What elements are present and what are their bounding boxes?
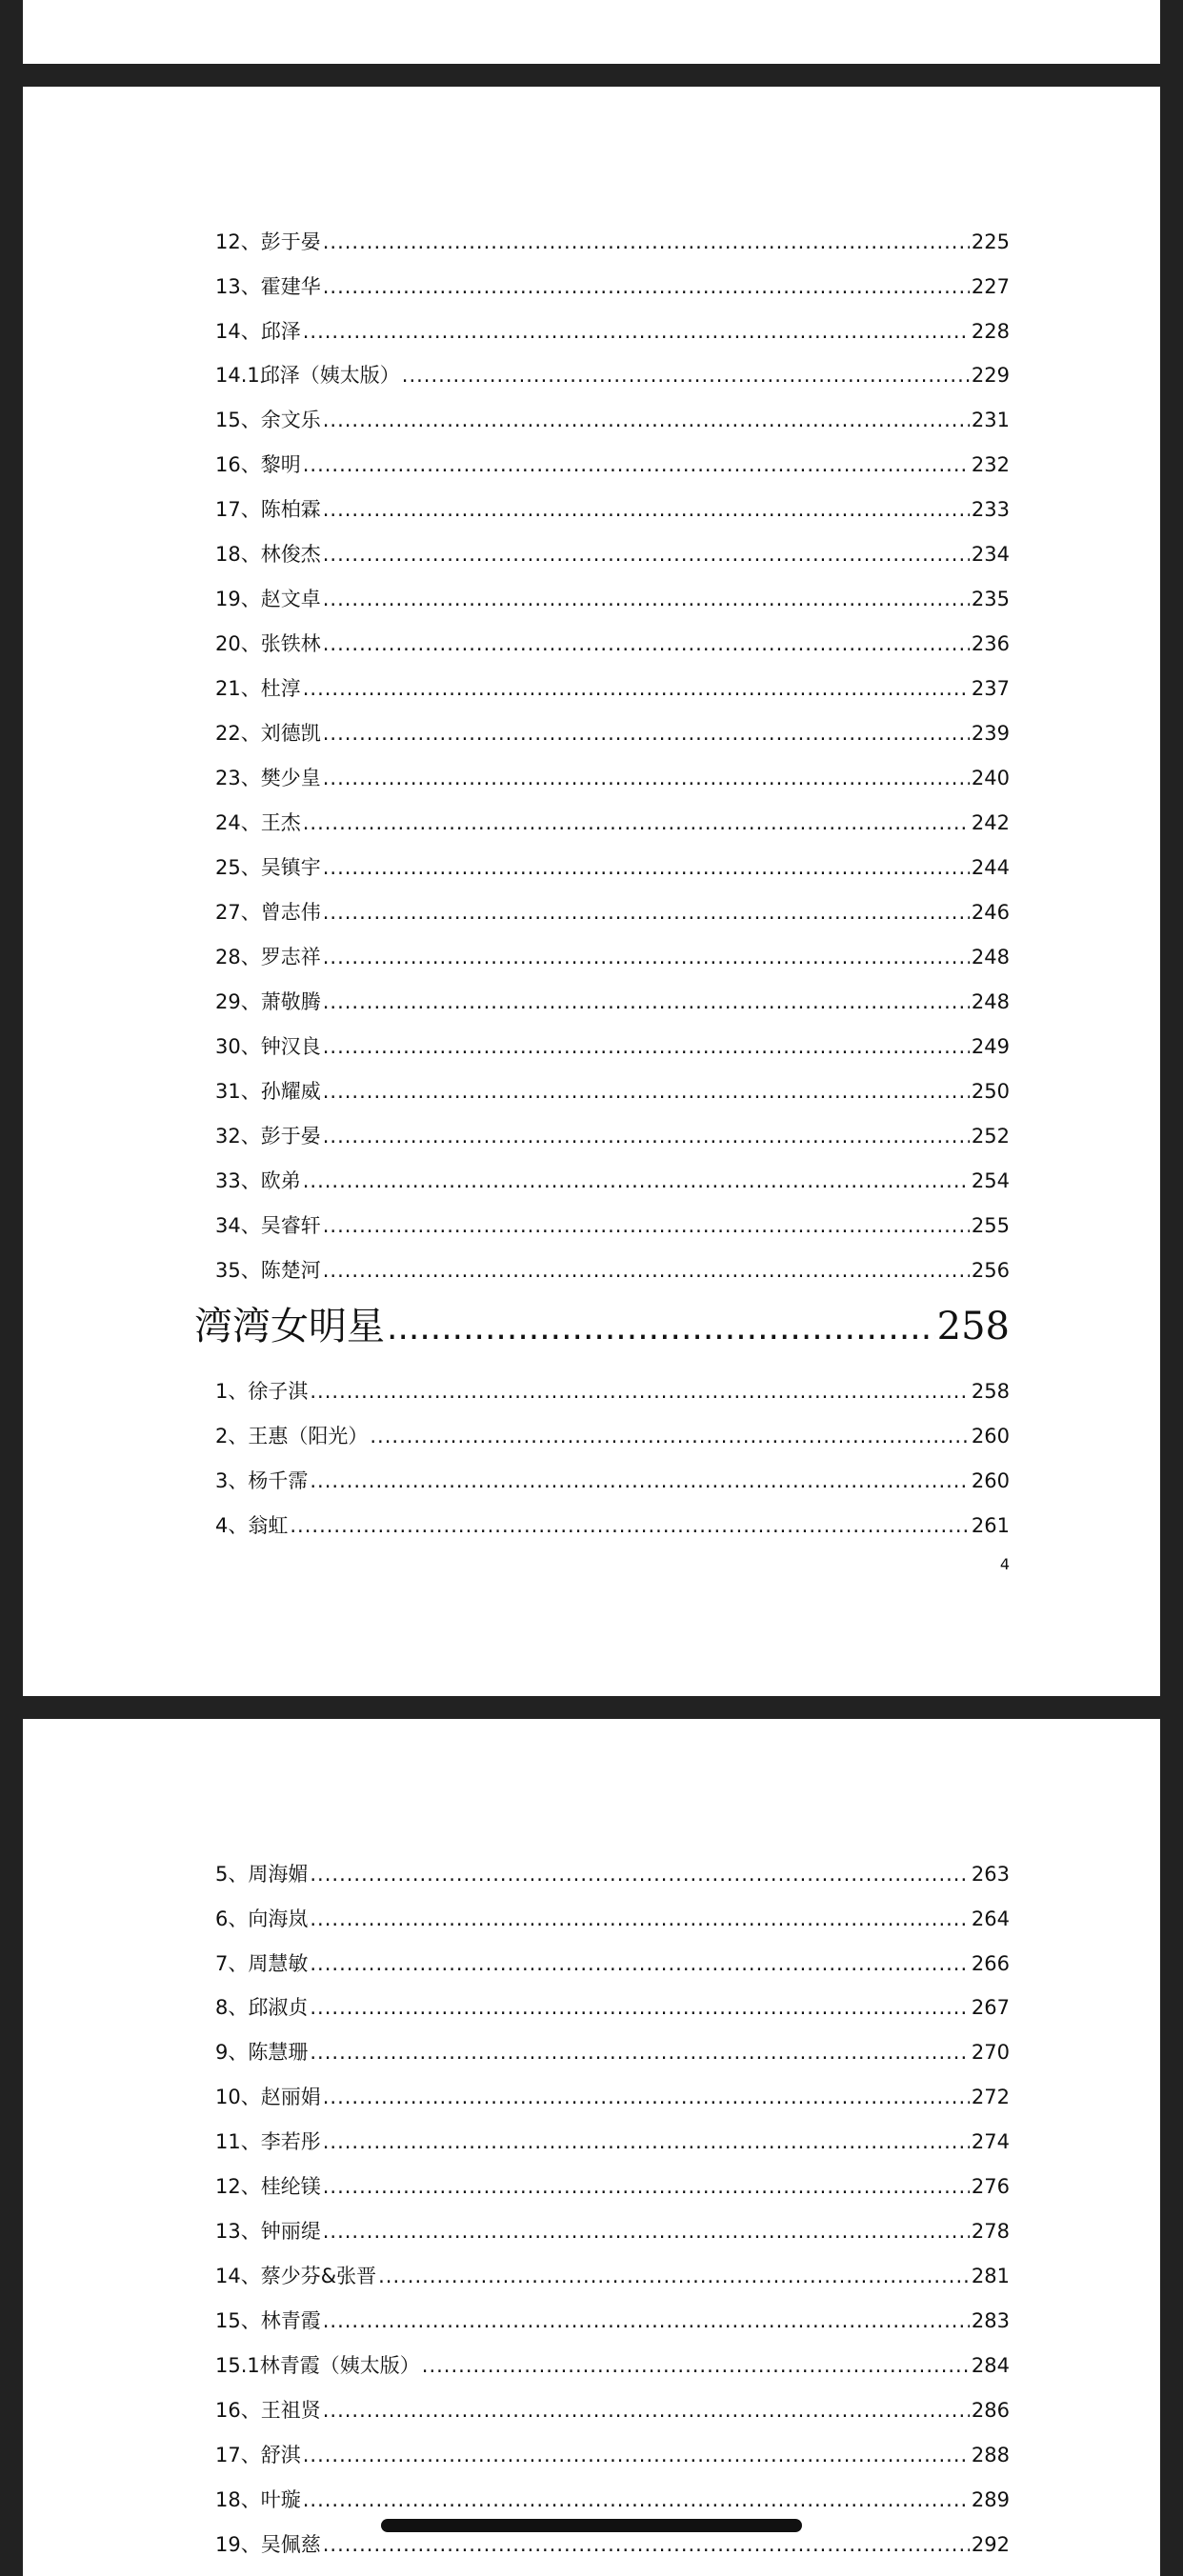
dot-leader <box>323 761 970 795</box>
toc-entry-page: 246 <box>971 901 1010 924</box>
toc-entry-page: 236 <box>971 632 1010 655</box>
toc-entry-label: 21、杜淳 <box>215 677 301 700</box>
toc-entry[interactable] <box>215 1464 1010 1498</box>
toc-entry-page: 229 <box>971 364 1010 387</box>
toc-entry-label: 15、余文乐 <box>215 409 321 431</box>
toc-entry-page: 256 <box>971 1259 1010 1282</box>
toc-entry-page: 249 <box>971 1035 1010 1058</box>
toc-entry-page: 228 <box>971 320 1010 343</box>
toc-entry[interactable] <box>215 985 1010 1019</box>
toc-entry[interactable] <box>215 1208 1010 1243</box>
toc-entry-label: 9、陈慧珊 <box>215 2041 309 2064</box>
toc-entry[interactable] <box>215 448 1010 482</box>
toc-entry[interactable] <box>215 895 1010 929</box>
toc-entry[interactable] <box>215 2348 1010 2383</box>
dot-leader <box>323 492 970 527</box>
toc-entry[interactable] <box>215 1029 1010 1064</box>
toc-entry-label: 15.1林青霞（姨太版） <box>215 2354 420 2377</box>
toc-entry[interactable] <box>215 270 1010 304</box>
dot-leader <box>310 1464 970 1498</box>
dot-leader <box>323 716 970 750</box>
toc-entry-label: 11、李若彤 <box>215 2130 321 2153</box>
toc-entry-page: 283 <box>971 2309 1010 2332</box>
toc-entry[interactable] <box>215 2438 1010 2472</box>
toc-entry-label: 18、林俊杰 <box>215 543 321 566</box>
toc-entry-page: 254 <box>971 1169 1010 1192</box>
toc-entry-label: 22、刘德凯 <box>215 722 321 745</box>
dot-leader <box>370 1419 970 1453</box>
toc-entry-label: 18、叶璇 <box>215 2488 301 2511</box>
dot-leader <box>323 627 970 661</box>
toc-entry[interactable] <box>215 2035 1010 2069</box>
toc-entry[interactable] <box>215 2214 1010 2248</box>
toc-entry-label: 23、樊少皇 <box>215 767 321 789</box>
dot-leader <box>303 671 970 706</box>
toc-entry-label: 10、赵丽娟 <box>215 2086 321 2108</box>
toc-entry-page: 261 <box>971 1514 1010 1537</box>
toc-entry-page: 237 <box>971 677 1010 700</box>
toc-entry[interactable] <box>215 2169 1010 2204</box>
toc-entry-page: 234 <box>971 543 1010 566</box>
toc-entry-page: 266 <box>971 1952 1010 1975</box>
toc-entry[interactable] <box>215 1902 1010 1936</box>
pdf-page-5 <box>23 1719 1160 2576</box>
toc-entry[interactable] <box>215 537 1010 571</box>
toc-entry-label: 20、张铁林 <box>215 632 321 655</box>
toc-entry-label: 14、蔡少芬&张晋 <box>215 2265 377 2287</box>
dot-leader <box>323 895 970 929</box>
dot-leader <box>323 1029 970 1064</box>
dot-leader <box>303 2438 970 2472</box>
dot-leader <box>290 1508 970 1543</box>
toc-entry-label: 35、陈楚河 <box>215 1259 321 1282</box>
toc-entry-label: 15、林青霞 <box>215 2309 321 2332</box>
dot-leader <box>323 2080 970 2114</box>
pdf-page-4 <box>23 87 1160 1696</box>
toc-entry-label: 3、杨千霈 <box>215 1469 309 1492</box>
toc-entry[interactable] <box>215 806 1010 840</box>
toc-entry[interactable] <box>215 1074 1010 1108</box>
toc-entry[interactable] <box>215 940 1010 974</box>
toc-section-heading[interactable] <box>194 1298 1010 1355</box>
toc-entry[interactable] <box>215 850 1010 885</box>
toc-entry-label: 30、钟汉良 <box>215 1035 321 1058</box>
toc-entry-page: 288 <box>971 2444 1010 2466</box>
toc-entry-page: 281 <box>971 2265 1010 2287</box>
toc-entry-page: 292 <box>971 2533 1010 2556</box>
toc-entry-label: 33、欧弟 <box>215 1169 301 1192</box>
toc-entry-page: 267 <box>971 1996 1010 2019</box>
toc-entry[interactable] <box>215 492 1010 527</box>
toc-section-label: 湾湾女明星 <box>194 1305 385 1348</box>
dot-leader <box>323 2169 970 2204</box>
toc-entry[interactable] <box>215 2259 1010 2293</box>
toc-entry-label: 14、邱泽 <box>215 320 301 343</box>
dot-leader <box>323 985 970 1019</box>
toc-entry[interactable] <box>215 1253 1010 1288</box>
toc-entry-page: 286 <box>971 2399 1010 2422</box>
page-number: 4 <box>999 1555 1010 1573</box>
dot-leader <box>310 1374 970 1408</box>
dot-leader <box>378 2259 970 2293</box>
toc-entry[interactable] <box>215 716 1010 750</box>
toc-entry-page: 244 <box>971 856 1010 879</box>
toc-entry-page: 260 <box>971 1425 1010 1448</box>
dot-leader <box>387 1300 935 1357</box>
dot-leader <box>310 1990 970 2025</box>
toc-entry[interactable] <box>215 761 1010 795</box>
toc-entry-page: 232 <box>971 453 1010 476</box>
toc-entry-page: 239 <box>971 722 1010 745</box>
toc-entry-label: 16、王祖贤 <box>215 2399 321 2422</box>
dot-leader <box>323 1074 970 1108</box>
toc-entry-page: 225 <box>971 230 1010 253</box>
toc-entry-label: 4、翁虹 <box>215 1514 289 1537</box>
dot-leader <box>323 270 970 304</box>
toc-entry-page: 258 <box>971 1380 1010 1403</box>
toc-entry-page: 248 <box>971 990 1010 1013</box>
toc-entry-page: 264 <box>971 1907 1010 1930</box>
toc-entry-page: 263 <box>971 1863 1010 1886</box>
toc-entry-label: 17、陈柏霖 <box>215 498 321 521</box>
toc-entry[interactable] <box>215 2080 1010 2114</box>
dot-leader <box>323 225 970 259</box>
toc-entry-page: 289 <box>971 2488 1010 2511</box>
toc-entry-label: 7、周慧敏 <box>215 1952 309 1975</box>
toc-entry[interactable] <box>215 358 1010 392</box>
toc-entry-label: 12、桂纶镁 <box>215 2175 321 2198</box>
dot-leader <box>402 358 970 392</box>
dot-leader <box>323 940 970 974</box>
dot-leader <box>310 2035 970 2069</box>
dot-leader <box>303 314 970 349</box>
dot-leader <box>323 2304 970 2338</box>
dot-leader <box>303 448 970 482</box>
toc-entry-page: 240 <box>971 767 1010 789</box>
toc-entry-label: 19、吴佩慈 <box>215 2533 321 2556</box>
dot-leader <box>323 582 970 616</box>
toc-entry-page: 233 <box>971 498 1010 521</box>
toc-entry[interactable] <box>215 671 1010 706</box>
toc-entry-label: 13、霍建华 <box>215 275 321 298</box>
toc-entry-label: 17、舒淇 <box>215 2444 301 2466</box>
toc-entry-page: 231 <box>971 409 1010 431</box>
toc-entry-page: 260 <box>971 1469 1010 1492</box>
dot-leader <box>303 806 970 840</box>
dot-leader <box>422 2348 970 2383</box>
toc-entry-label: 13、钟丽缇 <box>215 2220 321 2243</box>
toc-entry-page: 284 <box>971 2354 1010 2377</box>
toc-entry-page: 255 <box>971 1214 1010 1237</box>
toc-entry-label: 28、罗志祥 <box>215 946 321 968</box>
toc-entry-label: 14.1邱泽（姨太版） <box>215 364 400 387</box>
toc-entry-page: 274 <box>971 2130 1010 2153</box>
toc-entry[interactable] <box>215 2527 1010 2562</box>
toc-entry[interactable] <box>215 403 1010 437</box>
previous-page-bottom <box>23 0 1160 64</box>
toc-entry-page: 272 <box>971 2086 1010 2108</box>
toc-entry-page: 248 <box>971 946 1010 968</box>
toc-section-page: 258 <box>936 1305 1010 1348</box>
toc-entry-page: 235 <box>971 588 1010 610</box>
toc-entry-label: 6、向海岚 <box>215 1907 309 1930</box>
toc-entry[interactable] <box>215 1419 1010 1453</box>
toc-entry[interactable] <box>215 1374 1010 1408</box>
toc-entry-label: 1、徐子淇 <box>215 1380 309 1403</box>
toc-entry-page: 270 <box>971 2041 1010 2064</box>
dot-leader <box>323 1119 970 1153</box>
toc-entry-label: 5、周海媚 <box>215 1863 309 1886</box>
toc-entry-page: 227 <box>971 275 1010 298</box>
toc-entry-label: 8、邱淑贞 <box>215 1996 309 2019</box>
dot-leader <box>323 403 970 437</box>
toc-entry-label: 29、萧敬腾 <box>215 990 321 1013</box>
toc-entry[interactable] <box>215 2483 1010 2517</box>
toc-entry[interactable] <box>215 1947 1010 1981</box>
home-indicator[interactable] <box>381 2519 802 2532</box>
dot-leader <box>323 1253 970 1288</box>
dot-leader <box>303 2483 970 2517</box>
dot-leader <box>303 1164 970 1198</box>
dot-leader <box>310 1947 970 1981</box>
toc-entry[interactable] <box>215 2125 1010 2159</box>
toc-entry[interactable] <box>215 2304 1010 2338</box>
toc-entry[interactable] <box>215 225 1010 259</box>
dot-leader <box>323 2125 970 2159</box>
dot-leader <box>323 1208 970 1243</box>
toc-entry-label: 27、曾志伟 <box>215 901 321 924</box>
toc-entry-label: 24、王杰 <box>215 811 301 834</box>
toc-entry-label: 12、彭于晏 <box>215 230 321 253</box>
dot-leader <box>323 2214 970 2248</box>
toc-entry-page: 250 <box>971 1080 1010 1103</box>
toc-entry-page: 242 <box>971 811 1010 834</box>
toc-entry-label: 2、王惠（阳光） <box>215 1425 369 1448</box>
toc-entry[interactable] <box>215 2393 1010 2427</box>
toc-entry-label: 34、吴睿轩 <box>215 1214 321 1237</box>
toc-entry-label: 25、吴镇宇 <box>215 856 321 879</box>
dot-leader <box>323 2393 970 2427</box>
toc-entry-label: 19、赵文卓 <box>215 588 321 610</box>
toc-entry-label: 16、黎明 <box>215 453 301 476</box>
toc-entry[interactable] <box>215 1164 1010 1198</box>
dot-leader <box>323 537 970 571</box>
toc-entry[interactable] <box>215 627 1010 661</box>
toc-entry-page: 276 <box>971 2175 1010 2198</box>
toc-entry[interactable] <box>215 582 1010 616</box>
toc-entry-label: 32、彭于晏 <box>215 1125 321 1148</box>
toc-entry[interactable] <box>215 1990 1010 2025</box>
toc-entry[interactable] <box>215 1119 1010 1153</box>
toc-entry[interactable] <box>215 1508 1010 1543</box>
toc-entry[interactable] <box>215 314 1010 349</box>
toc-entry-page: 252 <box>971 1125 1010 1148</box>
toc-entry[interactable] <box>215 1857 1010 1891</box>
dot-leader <box>310 1857 970 1891</box>
dot-leader <box>323 850 970 885</box>
toc-entry-label: 31、孙耀威 <box>215 1080 321 1103</box>
dot-leader <box>323 2527 970 2562</box>
toc-entry-page: 278 <box>971 2220 1010 2243</box>
dot-leader <box>310 1902 970 1936</box>
